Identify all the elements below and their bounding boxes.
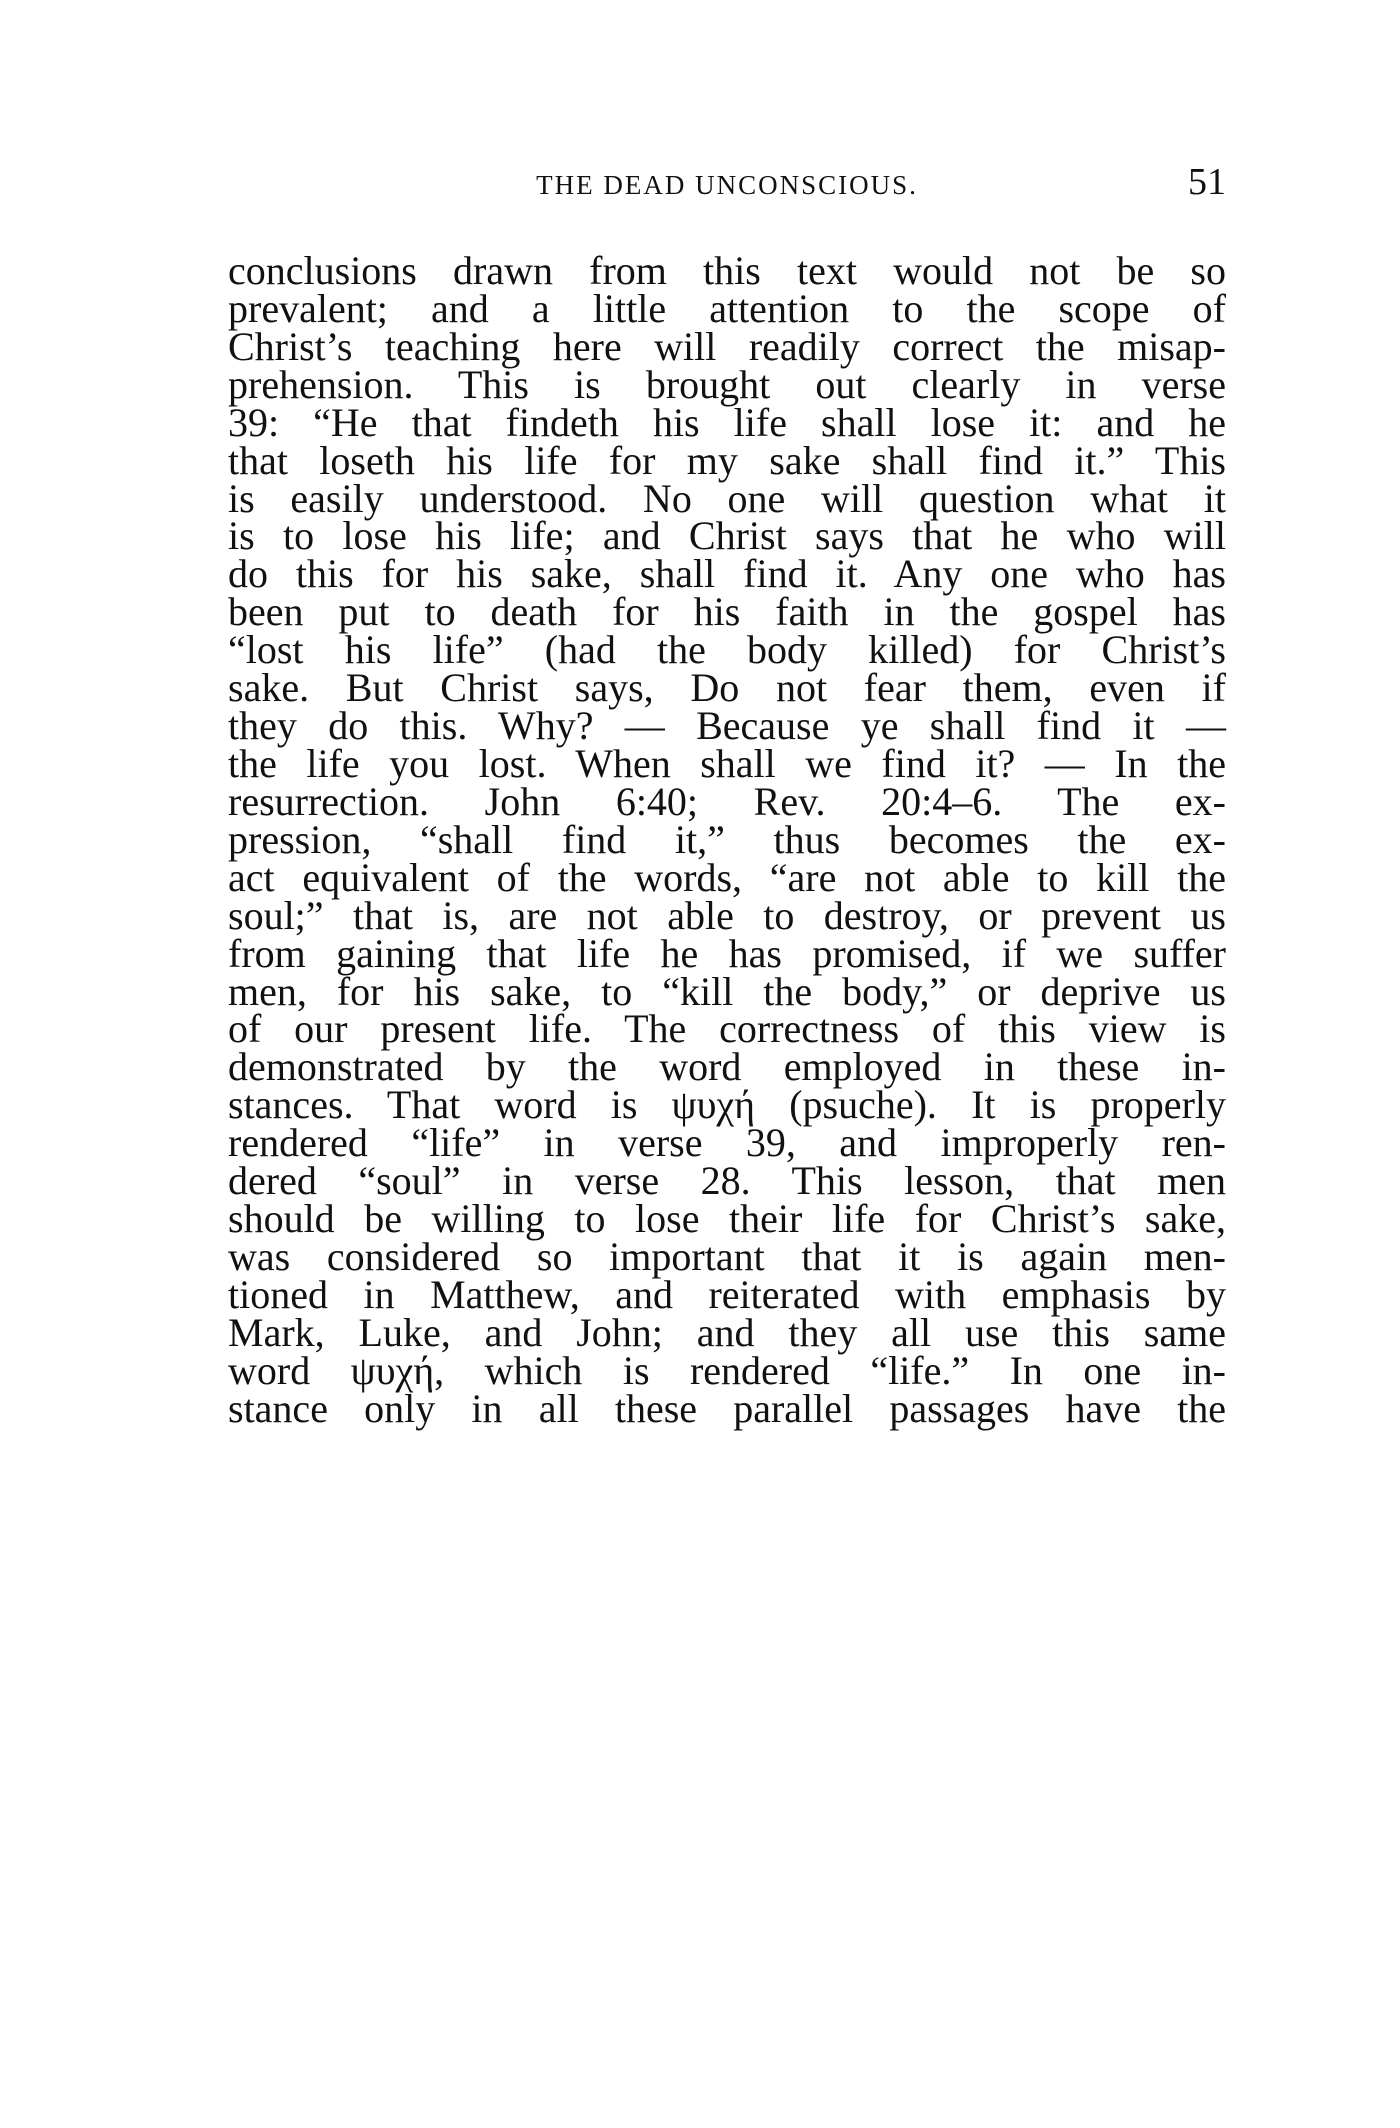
text-line: prevalent; and a little attention to the scope of [228,285,1226,331]
text-line: from gaining that life he has promised, if we suffer [228,930,1226,976]
text-line: 39: “He that findeth his life shall lose it: and he [228,399,1226,445]
text-line: is to lose his life; and Christ says that he who will [228,513,1226,559]
text-line: men, for his sake, to “kill the body,” or deprive us [228,968,1226,1014]
text-line: pression, “shall find it,” thus becomes the ex- [228,816,1226,862]
text-line: Christ’s teaching here will readily correct the misap- [228,323,1226,369]
page-header [228,160,1226,210]
text-line: act equivalent of the words, “are not able to kill the [228,854,1226,900]
text-line: stances. That word is ψυχή (psuche). It is properly [228,1082,1226,1128]
text-line: is easily understood. No one will question what it [228,475,1226,521]
body-text [228,248,1226,1431]
text-line: Mark, Luke, and John; and they all use this same [228,1309,1226,1355]
text-line: they do this. Why? — Because ye shall find it — [228,703,1226,749]
text-line: “lost his life” (had the body killed) for Christ’s [228,627,1226,673]
text-line: been put to death for his faith in the gospel has [228,589,1226,635]
running-title: THE DEAD UNCONSCIOUS. [536,170,918,200]
text-line: that loseth his life for my sake shall find it.” This [228,437,1226,483]
text-line: prehension. This is brought out clearly in verse [228,361,1226,407]
text-line: the life you lost. When shall we find it? — In the [228,740,1226,786]
text-line: soul;” that is, are not able to destroy, or prevent us [228,892,1226,938]
text-line: conclusions drawn from this text would not be so [228,248,1226,293]
text-line: dered “soul” in verse 28. This lesson, that men [228,1158,1226,1204]
text-line: do this for his sake, shall find it. Any one who has [228,551,1226,597]
text-line: should be willing to lose their life for Christ’s sake, [228,1196,1226,1242]
text-line: tioned in Matthew, and reiterated with emphasis by [228,1271,1226,1317]
text-line: word ψυχή, which is rendered “life.” In one in- [228,1347,1226,1393]
text-line: demonstrated by the word employed in these in- [228,1044,1226,1090]
text-line: of our present life. The correctness of this view is [228,1006,1226,1052]
text-line: was considered so important that it is again men- [228,1233,1226,1279]
text-line: resurrection. John 6:40; Rev. 20:4–6. The ex- [228,778,1226,824]
text-line: rendered “life” in verse 39, and improperly ren- [228,1120,1226,1166]
page-number: 51 [1188,161,1226,203]
text-line: stance only in all these parallel passages have the [228,1385,1226,1431]
text-line: sake. But Christ says, Do not fear them, even if [228,665,1226,711]
